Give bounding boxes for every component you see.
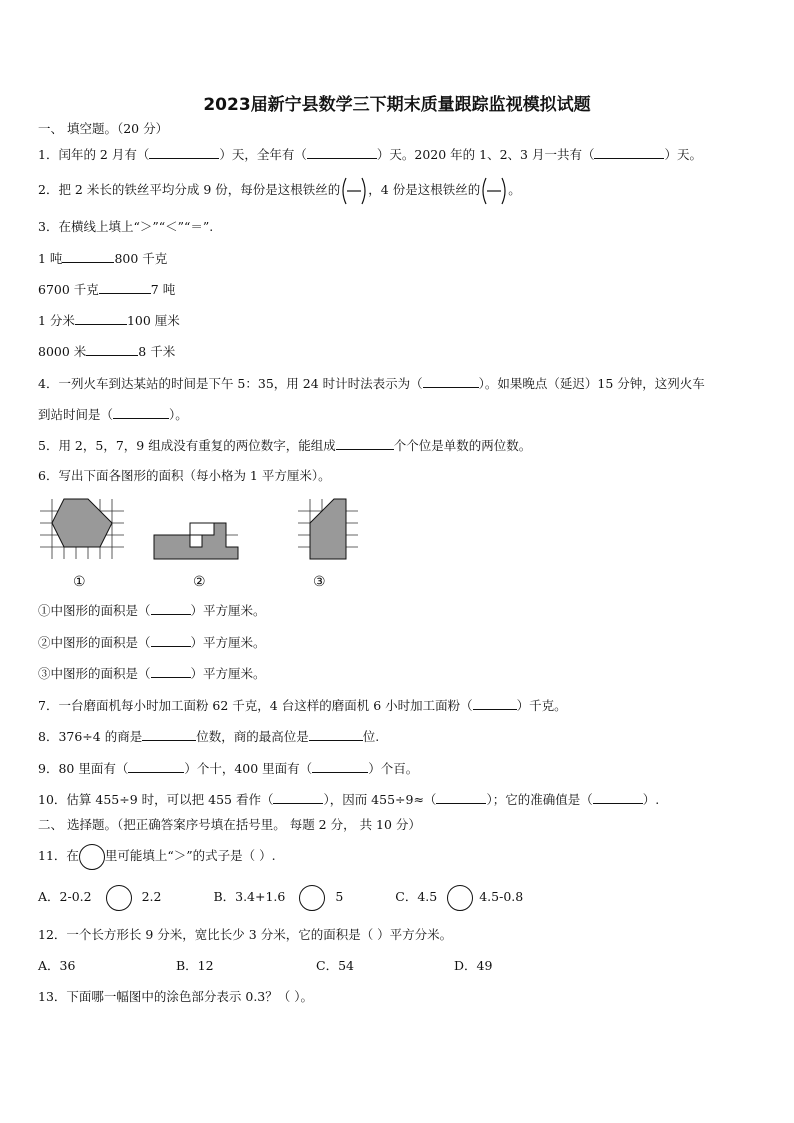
question-9: 9．80 里面有（ ）个十，400 里面有（ ）个百。: [38, 761, 419, 776]
blank-10a[interactable]: [273, 791, 323, 804]
blank-6b[interactable]: [151, 634, 191, 647]
q6-answer-1: ①中图形的面积是（ ）平方厘米。: [38, 603, 266, 618]
question-11: 11．在 里可能填上“＞”的式子是（ ）.: [38, 842, 276, 870]
figure-3-shape: [310, 499, 346, 559]
compare-item: 1 分米 100 厘米: [38, 313, 180, 328]
section2-heading: 二、 选择题。（把正确答案序号填在括号里。 每题 2 分， 共 10 分）: [38, 817, 421, 832]
compare-blank[interactable]: [99, 281, 151, 294]
compare-blank[interactable]: [62, 250, 114, 263]
question-4-cont: 到站时间是（ ）。: [38, 407, 188, 422]
option-a[interactable]: A．2-0.2 2.2: [38, 889, 161, 904]
fraction-blank-1[interactable]: [340, 176, 368, 206]
question-5: 5．用 2，5，7，9 组成没有重复的两位数字，能组成 个个位是单数的两位数。: [38, 438, 532, 453]
blank-1c[interactable]: [594, 146, 664, 159]
blank-8a[interactable]: [142, 728, 196, 741]
circle-icon: [299, 885, 325, 911]
question-12: 12．一个长方形长 9 分米，宽比长少 3 分米，它的面积是（ ）平方分米。: [38, 927, 453, 942]
compare-item: 8000 米 8 千米: [38, 344, 176, 359]
figure-1-shape: [52, 499, 112, 547]
blank-4b[interactable]: [113, 406, 169, 419]
section1-heading: 一、 填空题。（20 分）: [38, 121, 169, 136]
figure-3-grid: [298, 499, 358, 559]
option-d[interactable]: D．49: [454, 958, 493, 973]
compare-circle-icon: [79, 844, 105, 870]
question-7: 7．一台磨面机每小时加工面粉 62 千克，4 台这样的磨面机 6 小时加工面粉（ ）千克。: [38, 698, 567, 713]
figure-1-label: ①: [73, 574, 86, 590]
blank-8b[interactable]: [309, 728, 363, 741]
fraction-blank-2[interactable]: [480, 176, 508, 206]
blank-4a[interactable]: [423, 375, 479, 388]
blank-5[interactable]: [336, 437, 394, 450]
option-a[interactable]: A．36: [38, 958, 76, 973]
option-c[interactable]: C．4.5 4.5-0.8: [395, 889, 523, 904]
area-figures: [36, 495, 376, 567]
blank-6a[interactable]: [151, 602, 191, 615]
question-13: 13．下面哪一幅图中的涂色部分表示 0.3？（ ）。: [38, 989, 313, 1004]
page-title: 2023届新宁县数学三下期末质量跟踪监视模拟试题: [203, 95, 591, 115]
circle-icon: [106, 885, 132, 911]
circle-icon: [447, 885, 473, 911]
compare-item: 6700 千克 7 吨: [38, 282, 176, 297]
question-4: 4．一列火车到达某站的时间是下午 5：35，用 24 时计时法表示为（ ）。如果晚点（延迟）15 分钟，这列火车: [38, 376, 705, 391]
compare-blank[interactable]: [86, 343, 138, 356]
option-b[interactable]: B．12: [176, 958, 214, 973]
q6-answer-2: ②中图形的面积是（ ）平方厘米。: [38, 635, 266, 650]
blank-1a[interactable]: [149, 146, 219, 159]
figure-1-grid: [40, 499, 124, 559]
q11-options: [38, 883, 523, 911]
question-1: 1．闰年的 2 月有（ ）天，全年有（ ）天。2020 年的 1、2、3 月一共有（ ）天。: [38, 147, 702, 162]
figure-2-grid: [154, 523, 238, 559]
option-c[interactable]: C．54: [316, 958, 354, 973]
question-6: 6．写出下面各图形的面积（每小格为 1 平方厘米）。: [38, 468, 331, 483]
blank-10c[interactable]: [593, 791, 643, 804]
question-8: 8．376÷4 的商是 位数，商的最高位是 位.: [38, 729, 380, 744]
question-10: 10．估算 455÷9 时，可以把 455 看作（ ），因而 455÷9≈（ ）；它的准确值是（ ）.: [38, 792, 660, 807]
blank-9a[interactable]: [128, 760, 184, 773]
compare-blank[interactable]: [75, 312, 127, 325]
question-2: 2．把 2 米长的铁丝平均分成 9 份，每份是这根铁丝的 ，4 份是这根铁丝的 。: [38, 175, 521, 206]
compare-item: 1 吨 800 千克: [38, 251, 168, 266]
blank-10b[interactable]: [436, 791, 486, 804]
q6-answer-3: ③中图形的面积是（ ）平方厘米。: [38, 666, 266, 681]
question-3: 3．在横线上填上“＞”“＜”“＝”.: [38, 219, 214, 234]
q12-options: [38, 958, 492, 974]
blank-1b[interactable]: [307, 146, 377, 159]
option-b[interactable]: B．3.4+1.6 5: [213, 889, 343, 904]
figure-3-label: ③: [313, 574, 326, 590]
blank-6c[interactable]: [151, 665, 191, 678]
figure-2-label: ②: [193, 574, 206, 590]
blank-9b[interactable]: [312, 760, 368, 773]
blank-7[interactable]: [473, 697, 517, 710]
